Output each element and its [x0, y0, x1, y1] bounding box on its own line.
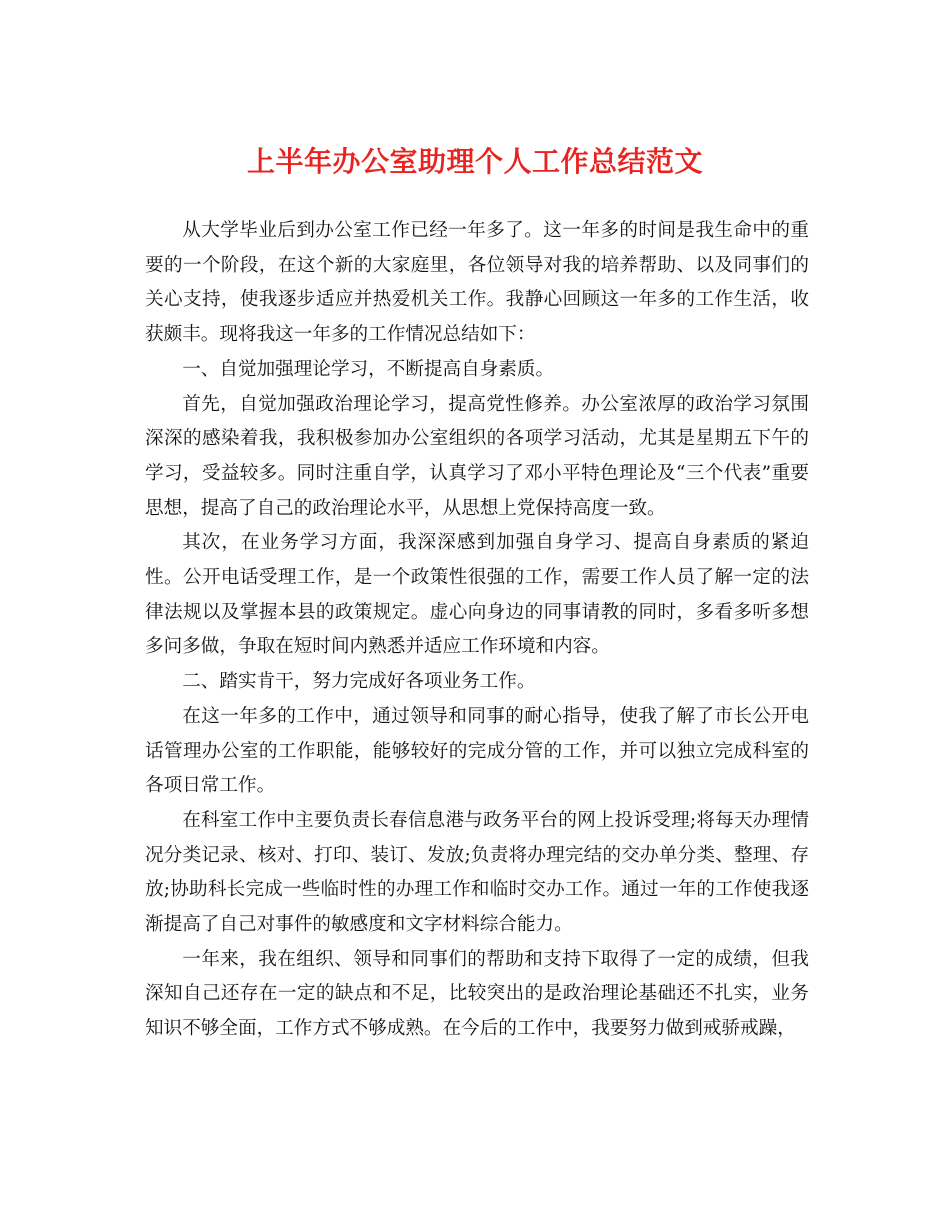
document-body: [145, 214, 809, 1047]
section-heading-1: 一、自觉加强理论学习，不断提高自身素质。: [182, 358, 555, 380]
paragraph-work-duties: 在这一年多的工作中，通过领导和同事的耐心指导，使我了解了市长公开电话管理办公室的工作职能，能够较好的完成分管的工作，并可以独立完成科室的各项日常工作。: [145, 705, 809, 797]
paragraph-intro: 从大学毕业后到办公室工作已经一年多了。这一年多的时间是我生命中的重要的一个阶段，在这个新的大家庭里，各位领导对我的培养帮助、以及同事们的关心支持，使我逐步适应并热爱机关工作。我静心回顾这一年多的工作生活，收获颇丰。现将我这一年多的工作情况总结如下：: [145, 220, 809, 346]
section-heading-2: 二、踏实肯干，努力完成好各项业务工作。: [182, 671, 536, 693]
paragraph-shortcomings: 一年来，我在组织、领导和同事们的帮助和支持下取得了一定的成绩，但我深知自己还存在一定的缺点和不足，比较突出的是政治理论基础还不扎实，业务知识不够全面，工作方式不够成熟。在今后的工作中，我要努力做到戒骄戒躁，: [145, 948, 809, 1040]
paragraph-office-tasks: 在科室工作中主要负责长春信息港与政务平台的网上投诉受理;将每天办理情况分类记录、核对、打印、装订、发放;负责将办理完结的交办单分类、整理、存放;协助科长完成一些临时性的办理工作和临时交办工作。通过一年的工作使我逐渐提高了自己对事件的敏感度和文字材料综合能力。: [145, 809, 809, 936]
document-title: 上半年办公室助理个人工作总结范文: [246, 145, 703, 178]
paragraph-business-study: 其次，在业务学习方面，我深深感到加强自身学习、提高自身素质的紧迫性。公开电话受理工作，是一个政策性很强的工作，需要工作人员了解一定的法律法规以及掌握本县的政策规定。虚心向身边的同事请教的同时，多看多听多想多问多做，争取在短时间内熟悉并适应工作环境和内容。: [145, 532, 809, 658]
paragraph-political-study: 首先，自觉加强政治理论学习，提高党性修养。办公室浓厚的政治学习氛围深深的感染着我，我积极参加办公室组织的各项学习活动，尤其是星期五下午的学习，受益较多。同时注重自学，认真学习了邓小平特色理论及“三个代表”重要思想，提高了自己的政治理论水平，从思想上党保持高度一致。: [145, 393, 809, 519]
